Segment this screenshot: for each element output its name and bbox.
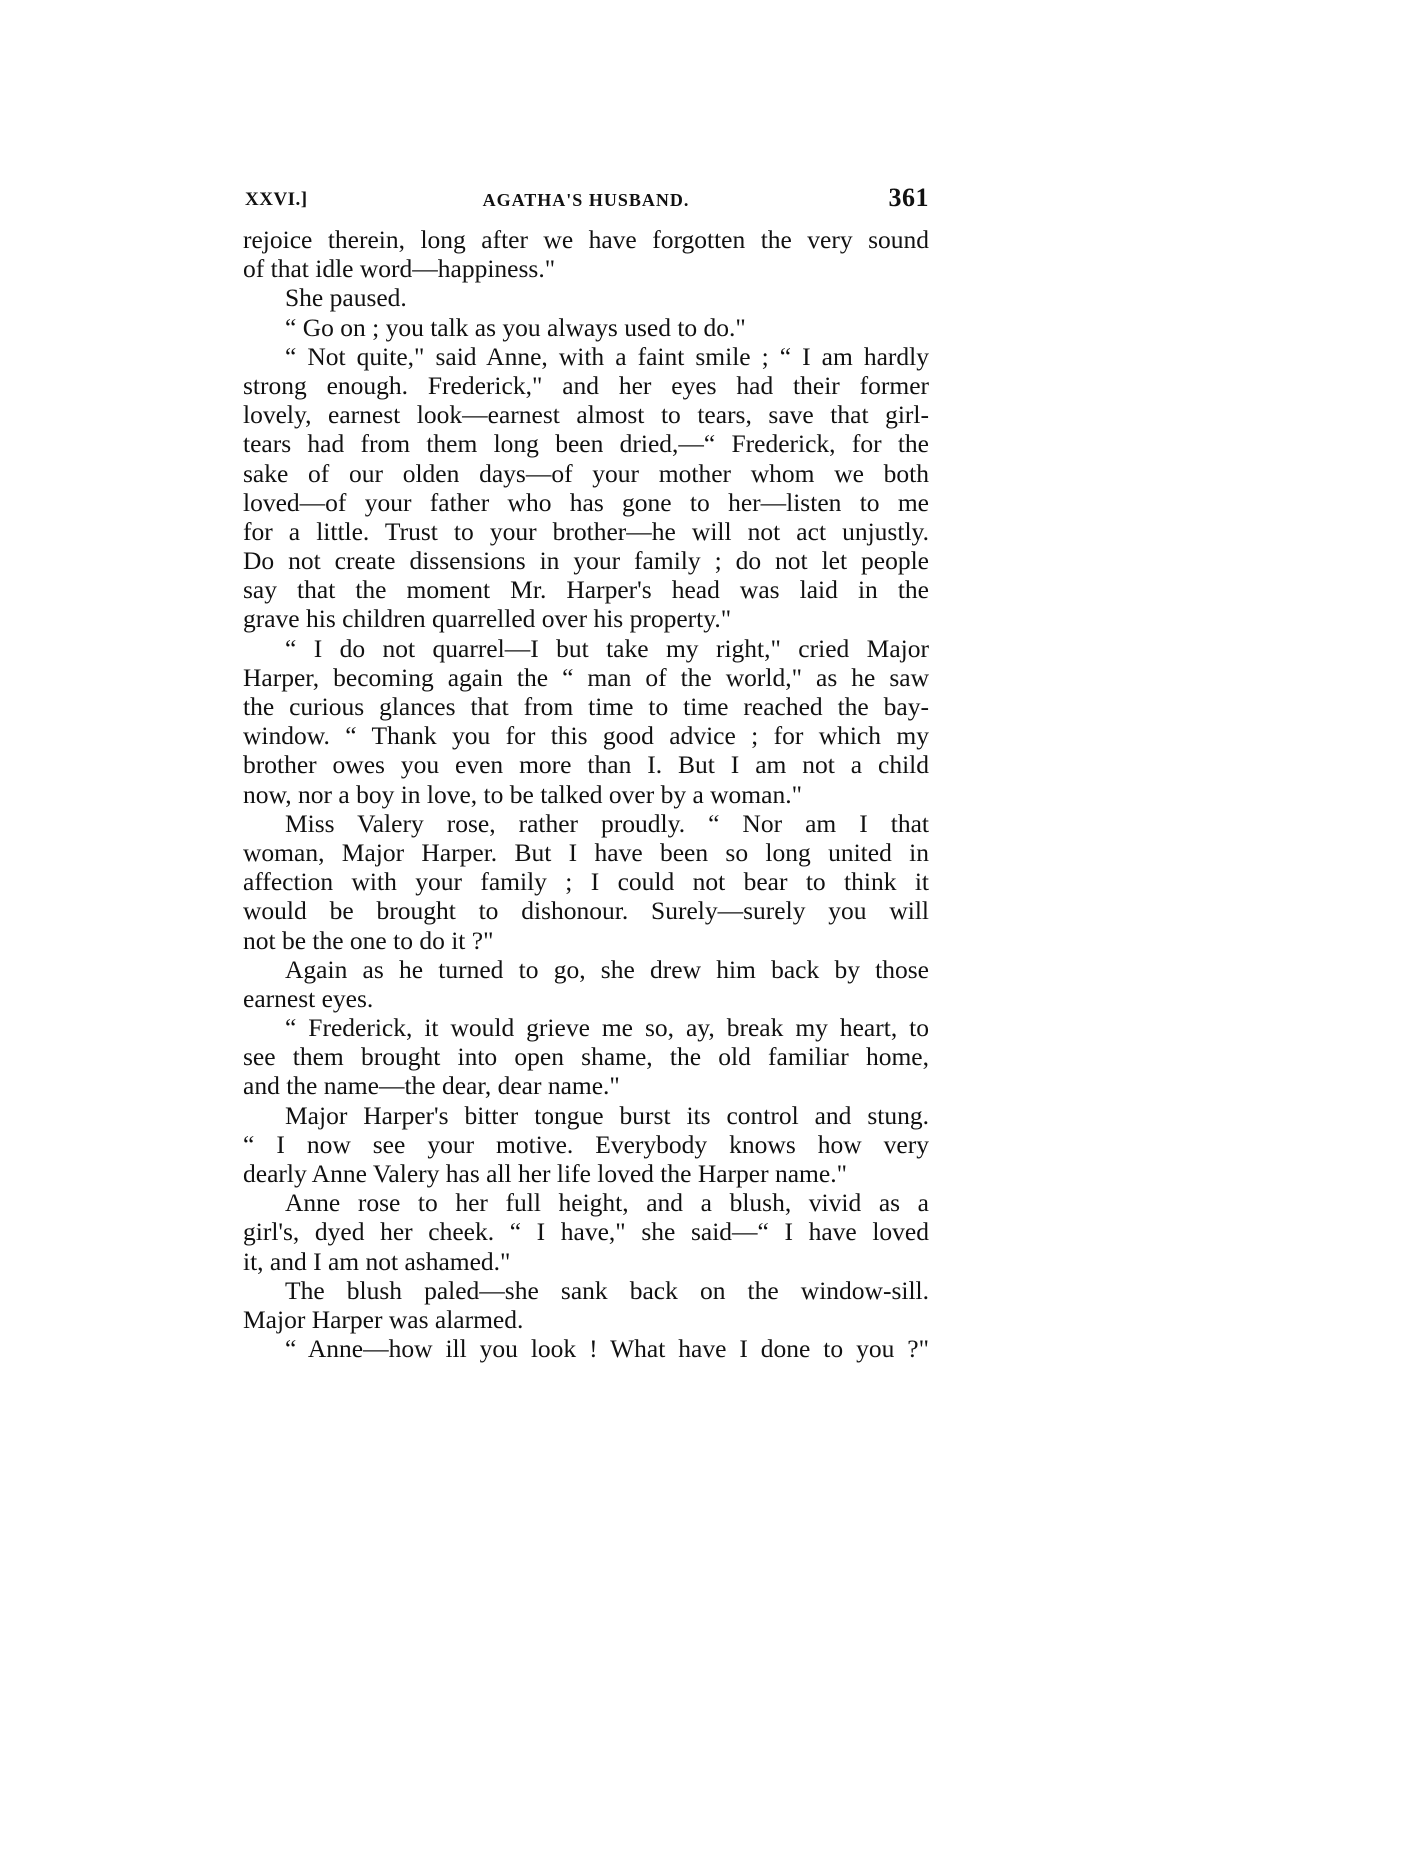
page-body-text <box>243 225 929 1363</box>
text-line: “ I now see your motive. Everybody knows how very <box>243 1129 929 1159</box>
book-page <box>243 183 929 1363</box>
page-number: 361 <box>888 183 929 212</box>
text-line: tears had from them long been dried,—“ Frederick, for the <box>243 429 929 459</box>
text-line: The blush paled—she sank back on the window-sill. <box>285 1275 929 1305</box>
text-line: for a little. Trust to your brother—he will not act unjustly. <box>243 516 929 546</box>
text-line: not be the one to do it ?" <box>243 925 494 955</box>
text-line: of that idle word—happiness." <box>243 254 556 284</box>
text-line: loved—of your father who has gone to her—listen to me <box>243 487 929 517</box>
text-line: strong enough. Frederick," and her eyes had their former <box>243 370 929 400</box>
text-line: sake of our olden days—of your mother whom we both <box>243 458 929 488</box>
text-line: woman, Major Harper. But I have been so long united in <box>243 837 929 867</box>
running-title: AGATHA'S HUSBAND. <box>482 190 690 210</box>
text-line: affection with your family ; I could not bear to think it <box>243 867 929 897</box>
text-line: would be brought to dishonour. Surely—surely you will <box>243 896 929 926</box>
text-line: and the name—the dear, dear name." <box>243 1071 620 1101</box>
text-line: Miss Valery rose, rather proudly. “ Nor am I that <box>285 808 929 838</box>
text-line: dearly Anne Valery has all her life loved the Harper name." <box>243 1159 847 1188</box>
text-line: Again as he turned to go, she drew him back by those <box>285 954 929 984</box>
text-line: brother owes you even more than I. But I am not a child <box>243 750 929 780</box>
text-line: Major Harper's bitter tongue burst its control and stung. <box>285 1100 929 1130</box>
text-line: Do not create dissensions in your family ; do not let people <box>243 546 929 576</box>
chapter-marker: XXVI.] <box>245 189 308 210</box>
text-line: the curious glances that from time to time reached the bay- <box>243 692 929 721</box>
text-line: now, nor a boy in love, to be talked over by a woman." <box>243 779 802 809</box>
text-line: earnest eyes. <box>243 983 374 1013</box>
text-line: “ Anne—how ill you look ! What have I done to you ?" <box>285 1334 929 1364</box>
text-line: girl's, dyed her cheek. “ I have," she said—“ I have loved <box>243 1217 929 1247</box>
text-line: She paused. <box>285 283 407 313</box>
text-line: say that the moment Mr. Harper's head was laid in the <box>243 575 929 605</box>
text-line: “ Go on ; you talk as you always used to do." <box>285 312 746 342</box>
text-line: Harper, becoming again the “ man of the world," as he saw <box>243 662 929 692</box>
text-line: window. “ Thank you for this good advice ; for which my <box>243 721 929 751</box>
text-line: grave his children quarrelled over his property." <box>243 604 732 634</box>
text-line: “ Frederick, it would grieve me so, ay, break my heart, to <box>285 1013 929 1043</box>
text-line: see them brought into open shame, the old familiar home, <box>243 1042 929 1072</box>
text-line: it, and I am not ashamed." <box>243 1246 511 1276</box>
text-line: “ I do not quarrel—I but take my right," cried Major <box>285 633 929 663</box>
text-line: Major Harper was alarmed. <box>243 1304 524 1334</box>
text-line: lovely, earnest look—earnest almost to tears, save that girl- <box>243 400 929 430</box>
text-line: rejoice therein, long after we have forgotten the very sound <box>243 225 929 254</box>
running-header <box>243 183 929 217</box>
text-line: “ Not quite," said Anne, with a faint smile ; “ I am hardly <box>285 341 929 371</box>
text-line: Anne rose to her full height, and a blush, vivid as a <box>285 1188 929 1218</box>
